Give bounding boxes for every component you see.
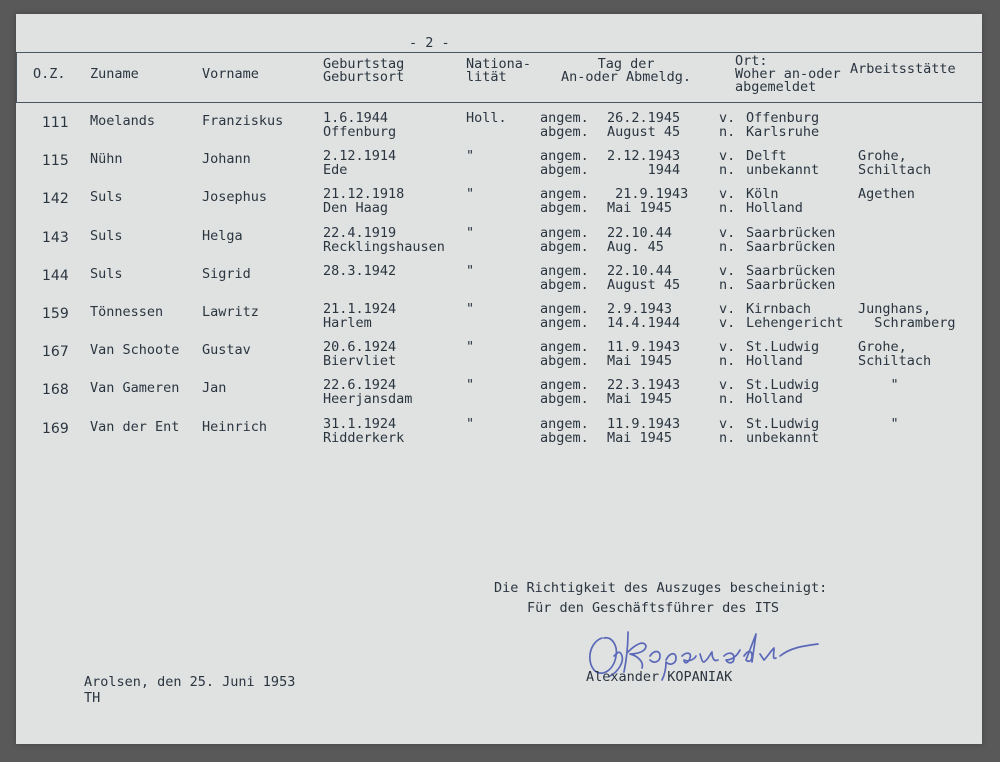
row-reg-date-2: Mai 1945 [607, 353, 673, 370]
row-workplace-1: " [858, 377, 899, 394]
row-place-prefix-1: v. [719, 339, 736, 356]
header-left-rule [16, 52, 17, 102]
row-vorname: Heinrich [202, 418, 268, 435]
row-reg-date-1: 22.10.44 [607, 224, 673, 241]
row-reg-date-1: 22.3.1943 [607, 377, 681, 394]
row-nationality: " [466, 262, 475, 279]
row-reg-date-1: 21.9.1943 [607, 186, 689, 203]
row-place-prefix-1: v. [719, 148, 736, 165]
row-place-1: Saarbrücken [746, 224, 836, 241]
certification-line1: Die Richtigkeit des Auszuges bescheinigt: [494, 580, 828, 596]
row-reg-date-1: 22.10.44 [607, 262, 673, 279]
row-place-1: St.Ludwig [746, 377, 820, 394]
row-reg-status-1: angem. [540, 110, 589, 126]
row-reg-status-2: abgem. [540, 276, 589, 293]
row-reg-status-1: angem. [540, 301, 589, 317]
row-reg-date-2: August 45 [607, 276, 681, 293]
row-reg-status-1: angem. [540, 339, 589, 356]
row-nationality: " [466, 377, 475, 394]
row-zuname: Suls [90, 227, 123, 244]
row-vorname: Jan [202, 380, 227, 397]
row-reg-status-2: abgem. [540, 429, 589, 446]
row-reg-date-1: 11.9.1943 [607, 339, 681, 356]
document-page [16, 14, 982, 744]
row-birth-date: 1.6.1944 [323, 110, 389, 126]
row-vorname: Gustav [202, 342, 251, 359]
row-place-2: Holland [746, 353, 803, 370]
row-place-prefix-1: v. [719, 186, 736, 203]
header-arbeit: Arbeitsstätte [850, 61, 956, 77]
row-oz: 143 [42, 229, 69, 246]
row-place-prefix-2: n. [719, 429, 736, 446]
row-workplace-1: Agethen [858, 186, 915, 203]
row-place-prefix-1: v. [719, 301, 736, 317]
row-birth-date: 22.6.1924 [323, 377, 397, 394]
row-birth-place: Heerjansdam [323, 391, 413, 408]
row-reg-status-2: angem. [540, 315, 589, 331]
header-zuname: Zuname [90, 66, 139, 82]
row-reg-status-1: angem. [540, 224, 589, 241]
row-oz: 144 [42, 267, 69, 284]
row-zuname: Van Gameren [90, 380, 180, 397]
row-zuname: Moelands [90, 113, 156, 129]
row-reg-status-1: angem. [540, 148, 589, 165]
row-place-2: unbekannt [746, 429, 820, 446]
row-nationality: " [466, 415, 475, 432]
row-birth-place: Offenburg [323, 124, 397, 140]
place-date: Arolsen, den 25. Juni 1953 [84, 674, 296, 690]
row-zuname: Suls [90, 189, 123, 206]
row-birth-place: Ridderkerk [323, 429, 405, 446]
row-place-prefix-2: n. [719, 276, 736, 293]
header-top-rule [16, 52, 982, 53]
row-vorname: Lawritz [202, 304, 259, 320]
row-place-prefix-1: v. [719, 262, 736, 279]
header-tag: Tag der An-oder Abmeldg. [561, 56, 692, 85]
row-place-prefix-2: n. [719, 124, 736, 140]
row-place-prefix-2: n. [719, 200, 736, 217]
row-reg-status-2: abgem. [540, 124, 589, 140]
row-place-1: Kirnbach [746, 301, 812, 317]
row-reg-date-1: 26.2.1945 [607, 110, 681, 126]
row-nationality: Holl. [466, 110, 507, 126]
row-reg-date-2: Aug. 45 [607, 238, 664, 255]
header-nation: Nationa- lität [466, 56, 532, 85]
row-reg-date-2: August 45 [607, 124, 681, 140]
row-zuname: Van der Ent [90, 418, 180, 435]
row-reg-status-1: angem. [540, 377, 589, 394]
row-place-prefix-2: n. [719, 391, 736, 408]
header-vorname: Vorname [202, 66, 259, 82]
row-place-prefix-2: v. [719, 315, 736, 331]
row-nationality: " [466, 224, 475, 241]
row-vorname: Franziskus [202, 113, 284, 129]
row-reg-date-1: 11.9.1943 [607, 415, 681, 432]
row-place-2: Holland [746, 391, 803, 408]
row-reg-date-2: 1944 [607, 162, 681, 179]
row-birth-date: 2.12.1914 [323, 148, 397, 165]
row-place-1: Delft [746, 148, 787, 165]
row-birth-place: Ede [323, 162, 348, 179]
row-birth-place: Harlem [323, 315, 372, 331]
row-nationality: " [466, 186, 475, 203]
row-reg-date-2: Mai 1945 [607, 429, 673, 446]
row-nationality: " [466, 339, 475, 356]
row-reg-status-2: abgem. [540, 391, 589, 408]
header-geburt: Geburtstag Geburtsort [323, 56, 405, 85]
row-place-2: Holland [746, 200, 803, 217]
row-reg-date-1: 2.9.1943 [607, 301, 673, 317]
row-oz: 115 [42, 153, 69, 170]
row-place-prefix-2: n. [719, 162, 736, 179]
row-place-2: unbekannt [746, 162, 820, 179]
row-oz: 111 [42, 115, 69, 131]
row-workplace-2: Schiltach [858, 162, 932, 179]
row-reg-status-2: abgem. [540, 353, 589, 370]
typist-initials: TH [84, 690, 101, 706]
row-place-prefix-1: v. [719, 224, 736, 241]
row-workplace-1: " [858, 415, 899, 432]
row-place-1: St.Ludwig [746, 339, 820, 356]
row-zuname: Suls [90, 265, 123, 282]
row-workplace-1: Grohe, [858, 339, 907, 356]
row-birth-place: Recklingshausen [323, 238, 445, 255]
row-reg-date-2: Mai 1945 [607, 391, 673, 408]
row-place-1: Köln [746, 186, 779, 203]
row-place-2: Saarbrücken [746, 238, 836, 255]
row-reg-date-2: 14.4.1944 [607, 315, 681, 331]
row-birth-date: 21.1.1924 [323, 301, 397, 317]
row-reg-status-2: abgem. [540, 238, 589, 255]
row-place-prefix-1: v. [719, 377, 736, 394]
row-reg-status-2: abgem. [540, 200, 589, 217]
row-workplace-1: Grohe, [858, 148, 907, 165]
row-place-2: Karlsruhe [746, 124, 820, 140]
row-nationality: " [466, 301, 475, 317]
row-reg-status-1: angem. [540, 415, 589, 432]
row-birth-date: 31.1.1924 [323, 415, 397, 432]
row-place-2: Lehengericht [746, 315, 844, 331]
row-workplace-2: Schramberg [858, 315, 956, 331]
row-workplace-1: Junghans, [858, 301, 932, 317]
row-place-1: St.Ludwig [746, 415, 820, 432]
row-workplace-2: Schiltach [858, 353, 932, 370]
row-oz: 142 [42, 191, 69, 208]
row-place-1: Offenburg [746, 110, 820, 126]
row-place-prefix-1: v. [719, 110, 736, 126]
row-vorname: Johann [202, 151, 251, 168]
row-oz: 168 [42, 382, 69, 399]
row-reg-date-2: Mai 1945 [607, 200, 673, 217]
row-reg-status-2: abgem. [540, 162, 589, 179]
row-reg-date-1: 2.12.1943 [607, 148, 681, 165]
row-birth-date: 20.6.1924 [323, 339, 397, 356]
row-place-1: Saarbrücken [746, 262, 836, 279]
row-birth-date: 28.3.1942 [323, 262, 397, 279]
row-zuname: Van Schoote [90, 342, 180, 359]
row-reg-status-1: angem. [540, 186, 589, 203]
header-bottom-rule [16, 102, 982, 103]
row-birth-place: Den Haag [323, 200, 389, 217]
row-place-2: Saarbrücken [746, 276, 836, 293]
row-place-prefix-1: v. [719, 415, 736, 432]
page-number: - 2 - [409, 35, 450, 51]
row-place-prefix-2: n. [719, 238, 736, 255]
row-oz: 167 [42, 344, 69, 361]
header-ort: Ort: Woher an-oder abgemeldet [735, 53, 841, 95]
row-reg-status-1: angem. [540, 262, 589, 279]
row-place-prefix-2: n. [719, 353, 736, 370]
signer-name: Alexander KOPANIAK [586, 669, 733, 685]
row-zuname: Nühn [90, 151, 123, 168]
row-zuname: Tönnessen [90, 304, 164, 320]
row-vorname: Sigrid [202, 265, 251, 282]
row-birth-date: 22.4.1919 [323, 224, 397, 241]
row-vorname: Josephus [202, 189, 268, 206]
row-nationality: " [466, 148, 475, 165]
certification-line2: Für den Geschäftsführer des ITS [527, 600, 779, 616]
row-oz: 169 [42, 420, 69, 437]
row-birth-place: Biervliet [323, 353, 397, 370]
header-oz: O.Z. [33, 66, 66, 82]
row-birth-date: 21.12.1918 [323, 186, 405, 203]
row-vorname: Helga [202, 227, 243, 244]
row-oz: 159 [42, 306, 69, 322]
